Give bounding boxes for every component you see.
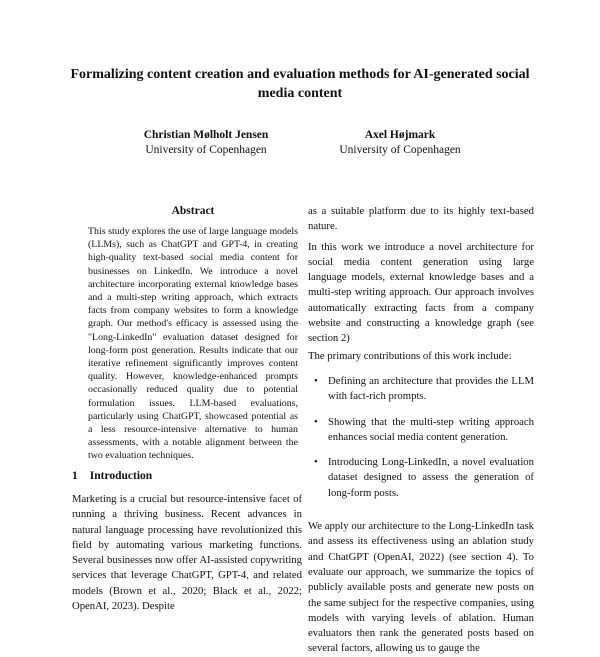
author-2 (290, 128, 510, 158)
introduction-text: Marketing is a crucial but resource-intensive facet of running a thriving business. Recent advances in natural language processing have revolutionized this field by automating various marketing functions. Several businesses now offer AI-assisted copywriting services that leverage ChatGPT, GPT-4, and related models (Brown et al., 2020; Black et al., 2022; OpenAI, 2023). Despite (72, 493, 302, 613)
bullet-icon: • (314, 415, 318, 428)
bullet-icon: • (314, 456, 318, 469)
list-item-text: Introducing Long-LinkedIn, a novel evaluation dataset designed to assess the generation of long-form posts. (328, 456, 534, 499)
author-1 (96, 128, 316, 158)
list-item (308, 455, 534, 501)
list-item-text: Defining an architecture that provides the LLM with fact-rich prompts. (328, 374, 534, 403)
section-number: 1 (72, 470, 78, 482)
right-paragraph-1: as a suitable platform due to its highly text-based nature. (308, 205, 534, 233)
right-column (308, 204, 534, 657)
paper-title: Formalizing content creation and evaluation methods for AI-generated social media content (70, 67, 530, 101)
abstract-text: This study explores the use of large language models (LLMs), such as ChatGPT and GPT-4, in creating high-quality text-based social media content for businesses on LinkedIn. We introduce a novel architecture incorporating external knowledge bases and a multi-step writing approach, which extracts facts from company websites to form a knowledge graph. Our method's efficacy is assessed using the "Long-LinkedIn" evaluation dataset designed for long-form post generation. Results indicate that our iterative refinement significantly improves content quality. However, knowledge-enhanced prompts occasionally reduced quality due to potential formulation issues. LLM-based evaluations, particularly using ChatGPT, showcased potential as a less resource-intensive alternative to human assessments, with a notable alignment between the two evaluation techniques. (88, 226, 298, 462)
list-item (308, 415, 534, 446)
contributions-intro: The primary contributions of this work include: (308, 349, 512, 362)
author-2-name: Axel Højmark (364, 129, 436, 141)
right-paragraph-2: In this work we introduce a novel architecture for social media content generation using large language models, external knowledge bases and a multi-step writing approach. Our approach involves automatically extracting facts from a company website and constructing a knowledge graph (see section 2) (308, 240, 534, 345)
list-item (308, 374, 534, 405)
section-title: Introduction (89, 470, 153, 482)
list-item-text: Showing that the multi-step writing approach enhances social media content generation. (328, 415, 534, 443)
author-1-affiliation: University of Copenhagen (145, 144, 267, 156)
bullet-icon: • (314, 374, 318, 387)
abstract-heading: Abstract (171, 205, 215, 217)
author-2-affiliation: University of Copenhagen (339, 144, 461, 156)
introduction-heading (72, 470, 302, 482)
right-paragraph-4: We apply our architecture to the Long-LinkedIn task and assess its effectiveness using an ablation study and ChatGPT (OpenAI, 2022) (see section 4). To evaluate our approach, we summarize the topics of publicly available posts and generate new posts on the same subject for the respective companies, using models with varying levels of ablation. Human evaluators then rank the generated posts based on several factors, allowing us to gauge the (308, 520, 534, 655)
author-1-name: Christian Mølholt Jensen (143, 129, 269, 141)
contributions-list (308, 374, 534, 501)
